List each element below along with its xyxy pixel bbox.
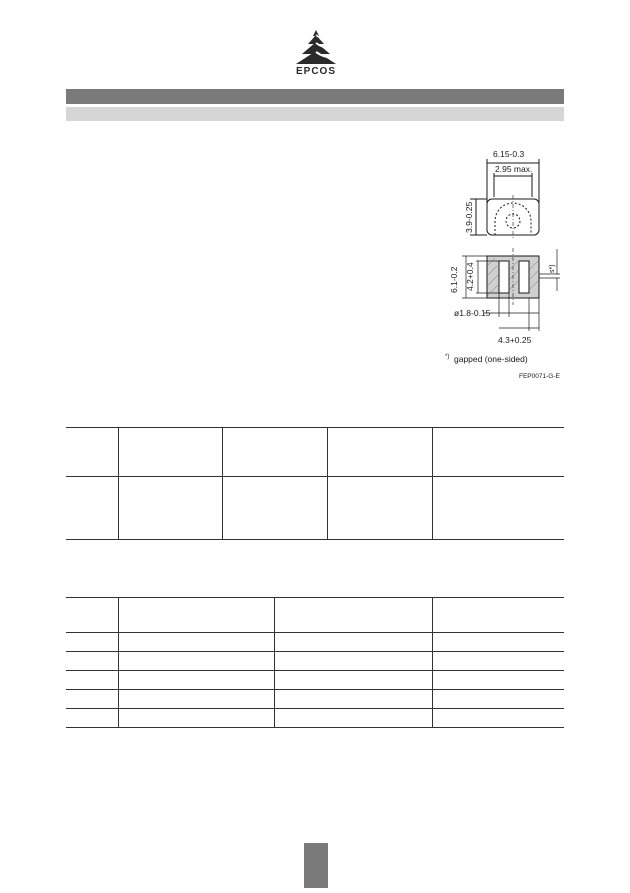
table-cell: [66, 633, 118, 652]
dim-inner-width-label: 4.3+0.25: [498, 335, 532, 345]
table-cell: [66, 652, 118, 671]
ordering-table: [66, 597, 564, 728]
table-cell: [222, 477, 327, 540]
table-header-row: [66, 428, 564, 477]
page-number-tab: [304, 843, 328, 888]
figure-id: FEP0071-G-E: [519, 373, 560, 380]
table-header-cell: [432, 598, 564, 633]
table-header-row: [66, 598, 564, 633]
brand-name: EPCOS: [295, 66, 336, 77]
table-cell: [118, 690, 274, 709]
table-cell: [432, 477, 564, 540]
table-header-cell: [66, 598, 118, 633]
table-cell: [66, 690, 118, 709]
table-row: [66, 690, 564, 709]
table-cell: [274, 690, 432, 709]
table-cell: [118, 652, 274, 671]
dim-inner-height-label: 4.2+0.4: [465, 262, 475, 291]
table-row: [66, 477, 564, 540]
table-cell: [327, 477, 432, 540]
header-bar-light: [66, 107, 564, 121]
table-header-cell: [327, 428, 432, 477]
table-row: [66, 671, 564, 690]
table-header-cell: [118, 428, 222, 477]
section-view: [462, 248, 560, 331]
core-dimension-drawing: [440, 145, 568, 385]
table-cell: [66, 709, 118, 728]
table-cell: [432, 652, 564, 671]
table-cell: [274, 633, 432, 652]
table-header-cell: [432, 428, 564, 477]
table-row: [66, 709, 564, 728]
table-cell: [118, 671, 274, 690]
dim-gap-label: s*): [549, 264, 556, 273]
table-row: [66, 652, 564, 671]
dim-width-label: 6.15-0.3: [493, 149, 525, 159]
table-cell: [66, 671, 118, 690]
table-header-cell: [274, 598, 432, 633]
table-cell: [66, 477, 118, 540]
table-cell: [118, 709, 274, 728]
specification-table: [66, 427, 564, 540]
dim-height-top-label: 3.9-0.25: [464, 201, 474, 233]
table-header-cell: [222, 428, 327, 477]
table-cell: [118, 477, 222, 540]
footnote-mark: *): [445, 354, 450, 360]
table-cell: [432, 709, 564, 728]
table-cell: [118, 633, 274, 652]
table-header-cell: [118, 598, 274, 633]
table-cell: [432, 633, 564, 652]
table-cell: [432, 690, 564, 709]
header-bar-dark: [66, 89, 564, 104]
dim-hole-label: ø1.8-0.15: [454, 308, 491, 318]
footnote-text: gapped (one-sided): [454, 354, 528, 364]
table-cell: [274, 709, 432, 728]
table-row: [66, 633, 564, 652]
dim-total-height-label: 6.1-0.2: [449, 266, 459, 293]
table-cell: [432, 671, 564, 690]
dim-core-max-label: 2.95 max.: [495, 164, 533, 174]
table-header-cell: [66, 428, 118, 477]
table-cell: [274, 652, 432, 671]
table-cell: [274, 671, 432, 690]
